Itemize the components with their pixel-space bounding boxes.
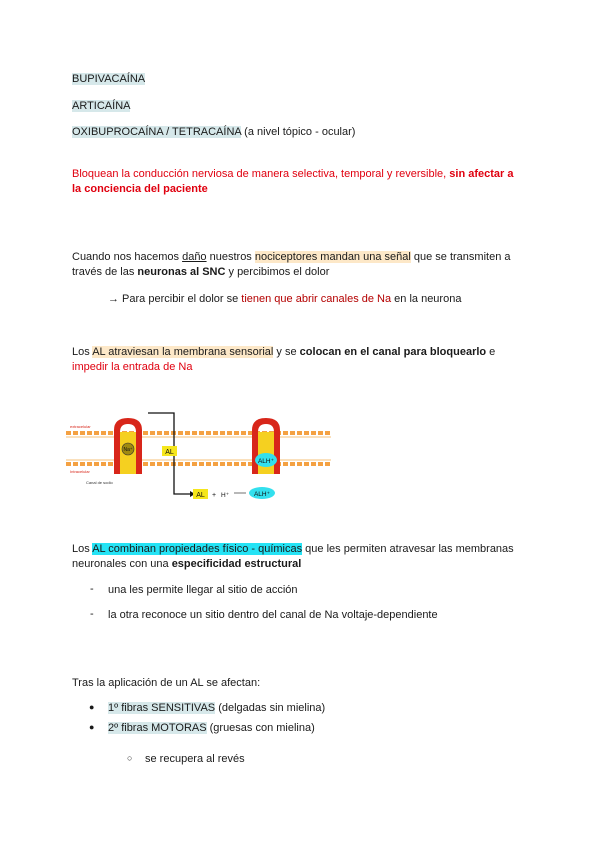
pain-paragraph-line1	[72, 250, 511, 264]
props-t1: Los	[72, 543, 93, 555]
pain-t1: Cuando nos hacemos	[72, 251, 183, 263]
fiber-item-2	[108, 721, 315, 735]
fiber-item-1	[108, 701, 325, 715]
plus-sign: +	[212, 492, 217, 499]
al-bold: colocan en el canal para bloquearlo	[299, 346, 487, 358]
al-t2: y se	[273, 346, 300, 358]
recovery-text: se recupera al revés	[145, 753, 245, 765]
label-extracelular: extracelular	[70, 424, 91, 429]
drug-oxibuprocaina-note: (a nivel tópico - ocular)	[241, 126, 356, 138]
drug-articaina-text: ARTICAÍNA	[72, 100, 131, 112]
drug-oxibuprocaina	[72, 125, 355, 139]
pain-highlight: nociceptores mandan una señal	[254, 251, 411, 263]
sodium-channel-diagram	[66, 408, 336, 508]
pain-t5: y percibimos el dolor	[225, 266, 330, 278]
pain-bold: neuronas al SNC	[137, 266, 226, 278]
drug-articaina	[72, 99, 130, 113]
sodium-channel-left	[114, 418, 142, 474]
props-bold: especificidad estructural	[171, 558, 302, 570]
pain-t2: nuestros	[206, 251, 255, 263]
pain-t3: que se transmiten a	[410, 251, 511, 263]
drug-bupivacaina	[72, 72, 145, 86]
props-t2: que les permiten atravesar las membranas	[302, 543, 514, 555]
al-bottom-label: AL	[196, 492, 205, 499]
drug-oxibuprocaina-text: OXIBUPROCAÍNA / TETRACAÍNA	[72, 126, 242, 138]
pain-underlined: daño	[182, 251, 207, 263]
alh-top-label: ALH⁺	[257, 458, 275, 465]
bullet-icon-1: ●	[89, 702, 95, 712]
na-ion-label: Na⁺	[123, 447, 133, 453]
fiber-2-highlight: 2º fibras MOTORAS	[108, 722, 207, 734]
drug-bupivacaina-text: BUPIVACAÍNA	[72, 73, 146, 85]
al-paragraph-line2: impedir la entrada de Na	[72, 361, 193, 373]
fiber-2-rest: (gruesas con mielina)	[206, 722, 315, 734]
hydrogen-ion: H⁺	[221, 492, 230, 499]
block-statement-line1	[72, 167, 513, 181]
arrow-red: tienen que abrir canales de Na	[241, 293, 392, 305]
pain-t4: través de las	[72, 266, 138, 278]
fiber-1-rest: (delgadas sin mielina)	[215, 702, 326, 714]
bullet-icon-2: ●	[89, 722, 95, 732]
label-canal: Canal de sodio	[86, 480, 113, 485]
after-application-text: Tras la aplicación de un AL se afectan:	[72, 677, 261, 689]
block-statement-bold1: sin afectar a	[449, 168, 514, 180]
props-paragraph-line1	[72, 542, 514, 556]
fiber-1-highlight: 1º fibras SENSITIVAS	[108, 702, 216, 714]
arrow-t2: en la neurona	[391, 293, 462, 305]
block-statement-part1: Bloquean la conducción nerviosa de manera selectiva, temporal y reversible,	[72, 168, 450, 180]
block-statement-line2: la conciencia del paciente	[72, 183, 208, 195]
al-top-label: AL	[165, 449, 174, 456]
al-highlight: AL atraviesan la membrana sensorial	[92, 346, 274, 358]
dash-marker-1: -	[90, 583, 94, 595]
circle-bullet-icon: ○	[127, 753, 133, 763]
sodium-channel-right	[252, 418, 280, 474]
label-intracelular: Intracelular	[70, 469, 90, 474]
al-t3: e	[486, 346, 496, 358]
pain-paragraph-line2	[72, 265, 329, 279]
props-t3: neuronales con una	[72, 558, 172, 570]
al-t1: Los	[72, 346, 93, 358]
arrow-t1: Para percibir el dolor se	[119, 293, 242, 305]
al-paragraph-line1	[72, 345, 495, 359]
right-arrow-icon: →	[108, 293, 119, 305]
dash-item-2: la otra reconoce un sitio dentro del canal de Na voltaje-dependiente	[108, 609, 438, 621]
dash-marker-2: -	[90, 608, 94, 620]
props-paragraph-line2	[72, 557, 301, 571]
arrow-line	[108, 292, 461, 306]
dash-item-1: una les permite llegar al sitio de acción	[108, 584, 298, 596]
alh-bottom-label: ALH⁺	[253, 491, 271, 498]
props-highlight: AL combinan propiedades físico - químicas	[92, 543, 303, 555]
